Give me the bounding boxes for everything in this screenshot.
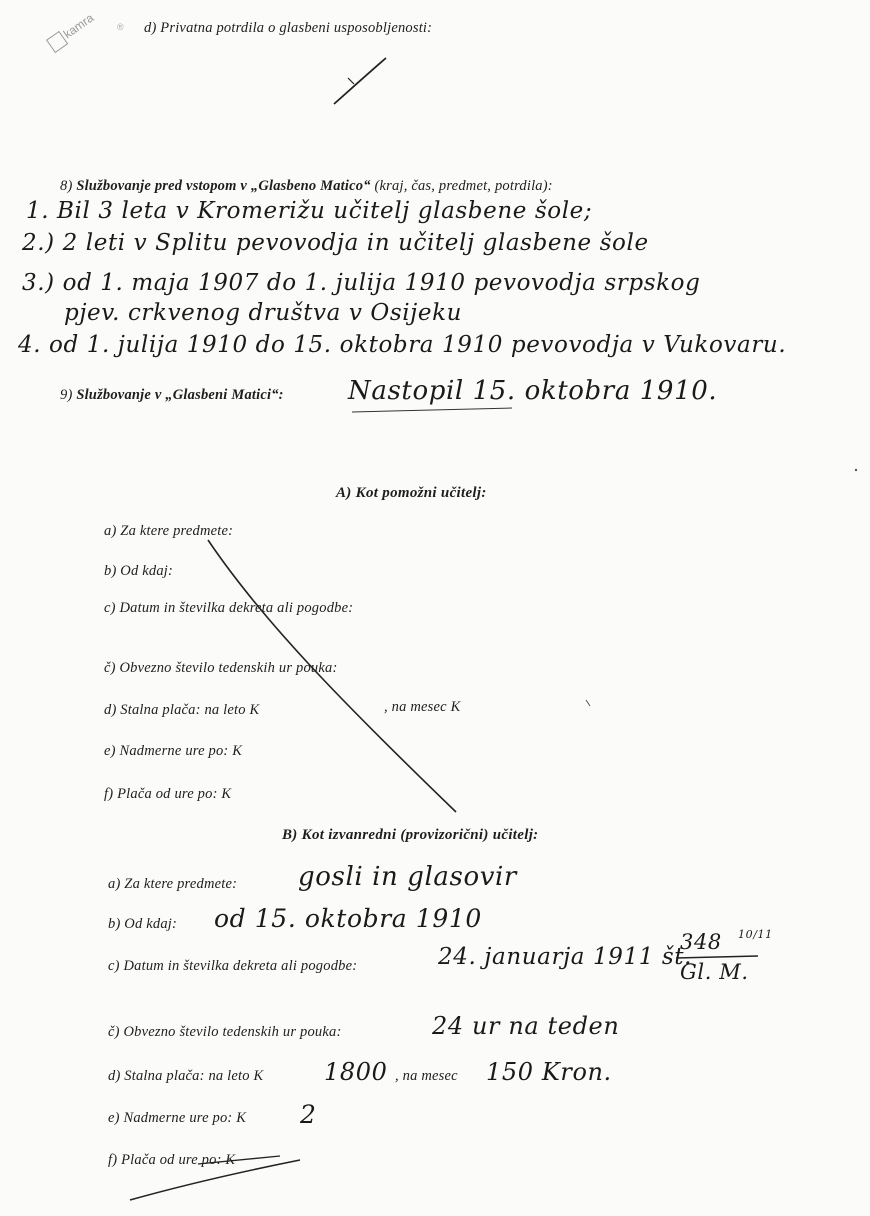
section-b-salary-label: d) Stalna plača: na leto K [108, 1068, 264, 1084]
item-d-slash-mark [334, 58, 386, 104]
section-b-hourly-label: f) Plača od ure po: K [108, 1152, 236, 1168]
employment-line-2: 2.) 2 leti v Splitu pevovodja in učitelj glasbene šole [22, 230, 649, 256]
section-a-decree: c) Datum in številka dekreta ali pogodbe: [104, 600, 354, 616]
section-a-heading: A) Kot pomožni učitelj: [336, 485, 487, 501]
decree-fraction: 10/11 [738, 928, 773, 941]
item-9-value: Nastopil 15. oktobra 1910. [348, 376, 718, 406]
bottom-pen-stroke [130, 1160, 300, 1200]
decree-number-bottom: Gl. M. [680, 960, 749, 984]
employment-line-3: 3.) od 1. maja 1907 do 1. julija 1910 pevovodja srpskog [22, 270, 701, 296]
decree-number-top: 348 [680, 930, 722, 954]
section-b-salary-month-label: , na mesec [395, 1068, 458, 1084]
section-a-strike-line [208, 540, 456, 812]
section-b-since-value: od 15. oktobra 1910 [214, 904, 482, 933]
employment-line-5: 4. od 1. julija 1910 do 15. oktobra 1910 pevovodja v Vukovaru. [18, 332, 787, 358]
section-b-salary-year: 1800 [324, 1058, 388, 1086]
section-a-hourly: f) Plača od ure po: K [104, 786, 232, 802]
item-d-small-mark [348, 78, 354, 84]
section-b-subjects-label: a) Za ktere predmete: [108, 876, 238, 892]
section-b-overtime-label: e) Nadmerne ure po: K [108, 1110, 247, 1126]
section-b-hours-value: 24 ur na teden [432, 1012, 620, 1040]
hourly-strike-line [198, 1156, 280, 1164]
section-b-since-label: b) Od kdaj: [108, 916, 178, 932]
watermark-logo: kamra [46, 11, 97, 54]
margin-dot [855, 469, 857, 471]
section-a-hours: č) Obvezno število tedenskih ur pouka: [104, 660, 338, 676]
section-b-heading: B) Kot izvanredni (provizorični) učitelj: [282, 827, 539, 843]
section-b-salary-month: 150 Kron. [486, 1058, 612, 1086]
item-8-label: 8) Službovanje pred vstopom v „Glasbeno Matico“ (kraj, čas, predmet, potrdila): [60, 178, 553, 194]
section-b-hours-label: č) Obvezno število tedenskih ur pouka: [108, 1024, 342, 1040]
section-b-subjects-value: gosli in glasovir [298, 862, 517, 892]
section-a-since: b) Od kdaj: [104, 563, 174, 579]
section-b-decree-label: c) Datum in številka dekreta ali pogodbe: [108, 958, 358, 974]
registered-mark: ® [117, 22, 124, 32]
item-d-label: d) Privatna potrdila o glasbeni usposobljenosti: [144, 20, 433, 36]
section-a-subjects: a) Za ktere predmete: [104, 523, 234, 539]
section-a-salary: d) Stalna plača: na leto K [104, 702, 260, 718]
section-a-per-month: , na mesec K [384, 699, 461, 715]
item-8-label-bold: Službovanje pred vstopom v „Glasbeno Matico“ [76, 178, 371, 194]
margin-dot-mark [586, 700, 590, 706]
item-9-underline [352, 408, 512, 412]
employment-line-4: pjev. crkvenog društva v Osijeku [64, 300, 463, 326]
employment-line-1: 1. Bil 3 leta v Kromerižu učitelj glasbene šole; [26, 198, 593, 224]
section-b-decree-value: 24. januarja 1911 št. [438, 944, 693, 970]
decree-fraction-bar [676, 956, 758, 958]
section-b-overtime-value: 2 [300, 1100, 317, 1129]
section-a-overtime: e) Nadmerne ure po: K [104, 743, 243, 759]
item-9-label: 9) Službovanje v „Glasbeni Matici“: [60, 387, 284, 403]
